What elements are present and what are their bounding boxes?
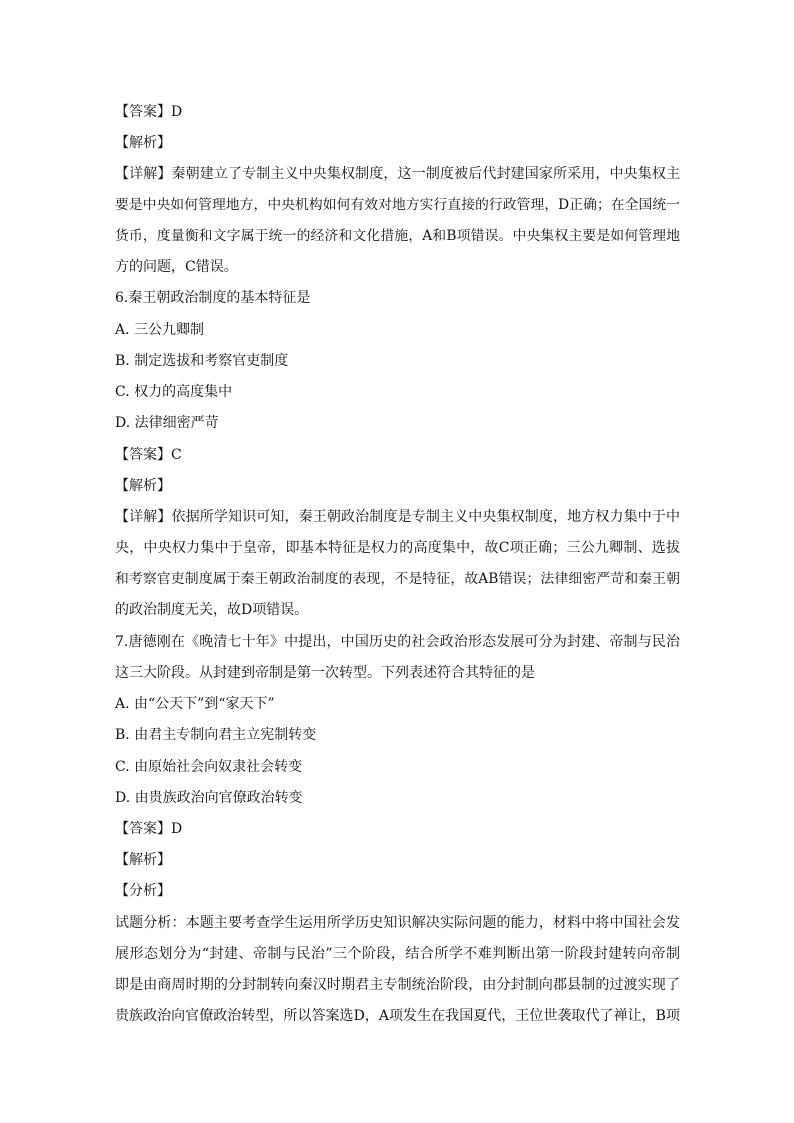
answer-label-q5: 【答案】D bbox=[115, 104, 183, 120]
question-6-option-d: D. 法律细密严苛 bbox=[115, 415, 219, 431]
question-7-stem-line-2: 这三大阶段。从封建到帝制是第一次转型。下列表述符合其特征的是 bbox=[115, 665, 535, 681]
question-7-option-a: A. 由“公天下”到“家天下” bbox=[115, 696, 275, 712]
answer-label-q6: 【答案】C bbox=[115, 447, 182, 463]
reasoning-heading-q7: 【分析】 bbox=[115, 883, 171, 899]
question-6-stem: 6.秦王朝政治制度的基本特征是 bbox=[115, 290, 311, 306]
question-7-option-c: C. 由原始社会向奴隶社会转变 bbox=[115, 759, 303, 775]
explanation-q7-line-1: 试题分析：本题主要考查学生运用所学历史知识解决实际问题的能力，材料中将中国社会发 bbox=[115, 915, 680, 931]
question-6-option-a: A. 三公九卿制 bbox=[115, 322, 205, 338]
explanation-q6-line-4: 的政治制度无关，故D项错误。 bbox=[115, 602, 309, 618]
explanation-q5-line-3: 货币，度量衡和文字属于统一的经济和文化措施，A和B项错误。中央集权主要是如何管理地 bbox=[115, 228, 680, 244]
analysis-heading-q5: 【解析】 bbox=[115, 135, 171, 151]
question-6-option-b: B. 制定选拔和考察官吏制度 bbox=[115, 353, 289, 369]
explanation-q5-line-4: 方的问题，C错误。 bbox=[115, 259, 238, 275]
explanation-q5-line-2: 要是中央如何管理地方，中央机构如何有效对地方实行直接的行政管理，D正确；在全国统一 bbox=[115, 197, 680, 213]
question-7-option-d: D. 由贵族政治向官僚政治转变 bbox=[115, 790, 303, 806]
answer-label-q7: 【答案】D bbox=[115, 821, 183, 837]
explanation-q6-line-3: 和考察官吏制度属于秦王朝政治制度的表现，不是特征，故AB错误；法律细密严苛和秦王朝 bbox=[115, 571, 680, 587]
question-7-stem-line-1: 7.唐德刚在《晚清七十年》中提出，中国历史的社会政治形态发展可分为封建、帝制与民治 bbox=[115, 634, 680, 650]
analysis-heading-q6: 【解析】 bbox=[115, 478, 171, 494]
explanation-q7-line-2: 展形态划分为“封建、帝制与民治”三个阶段，结合所学不难判断出第一阶段封建转向帝制 bbox=[115, 946, 680, 962]
explanation-q7-line-3: 即是由商周时期的分封制转向秦汉时期君主专制统治阶段，由分封制向郡县制的过渡实现了 bbox=[115, 977, 680, 993]
analysis-heading-q7: 【解析】 bbox=[115, 852, 171, 868]
explanation-q6-line-1: 【详解】依据所学知识可知，秦王朝政治制度是专制主义中央集权制度，地方权力集中于中 bbox=[115, 509, 680, 525]
question-7-option-b: B. 由君主专制向君主立宪制转变 bbox=[115, 727, 317, 743]
explanation-q6-line-2: 央，中央权力集中于皇帝，即基本特征是权力的高度集中，故C项正确；三公九卿制、选拔 bbox=[115, 540, 680, 556]
explanation-q5-line-1: 【详解】秦朝建立了专制主义中央集权制度，这一制度被后代封建国家所采用，中央集权主 bbox=[115, 166, 680, 182]
explanation-q7-line-4: 贵族政治向官僚政治转型，所以答案选D，A项发生在我国夏代，王位世袭取代了禅让，B项 bbox=[115, 1008, 680, 1024]
question-6-option-c: C. 权力的高度集中 bbox=[115, 384, 233, 400]
